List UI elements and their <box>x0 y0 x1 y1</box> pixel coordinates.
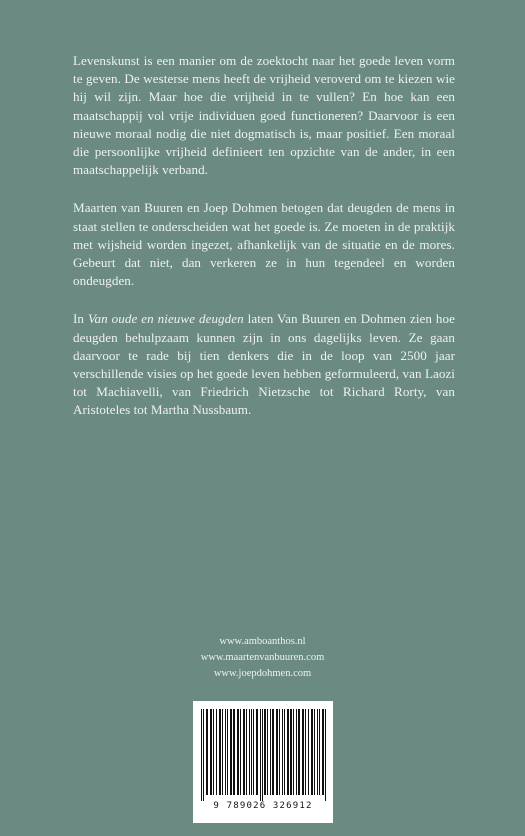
barcode-bar <box>302 709 304 795</box>
barcode-bar <box>206 709 208 795</box>
barcode-bar <box>314 709 315 795</box>
barcode-bar <box>251 709 252 795</box>
barcode-bar <box>270 709 271 795</box>
barcode-bar <box>317 709 318 795</box>
barcode-bar <box>296 709 297 795</box>
barcode-bar <box>230 709 232 795</box>
barcode-bar <box>311 709 313 795</box>
barcode-bar <box>233 709 235 795</box>
barcode-bar <box>322 709 324 795</box>
author1-link[interactable]: www.maartenvanbuuren.com <box>200 652 325 663</box>
barcode-bar <box>227 709 228 795</box>
barcode-bar <box>216 709 217 795</box>
barcode-bar <box>279 709 280 795</box>
barcode-bar <box>222 709 223 795</box>
barcode-bar <box>272 709 274 795</box>
barcode-guard-bar <box>325 709 326 801</box>
barcode-bar <box>308 709 309 795</box>
barcode-bar <box>293 709 294 795</box>
barcode-bar <box>253 709 254 795</box>
barcode-guard-bar <box>203 709 204 801</box>
barcode-bar <box>240 709 241 795</box>
barcode-bar <box>290 709 292 795</box>
barcode-guard-bar <box>201 709 202 801</box>
barcode-bar <box>249 709 250 795</box>
isbn-number: 9 789026 326912 <box>213 801 313 811</box>
barcode-bars <box>199 709 327 801</box>
blurb-paragraph-2: Maarten van Buuren en Joep Dohmen betogen dat deugden de mens in staat stellen te onderscheiden wat het goede is. Ze moeten in de praktijk met wijsheid worden ingezet, afhankelijk van de situatie en de mores. Gebeurt dat niet, dan verkeren ze in hun tegendeel en worden ondeugden. <box>73 200 455 289</box>
barcode-bar <box>256 709 258 795</box>
barcode-guard-bar <box>260 709 261 801</box>
barcode-guard-bar <box>262 709 263 801</box>
isbn-barcode <box>193 701 333 823</box>
blurb-p3-lead: In <box>73 311 88 327</box>
barcode-bar <box>284 709 285 795</box>
blurb-paragraph-3 <box>73 310 455 419</box>
blurb-paragraph-1: Levenskunst is een manier om de zoektocht naar het goede leven vorm te geven. De westerse mens heeft de vrijheid veroverd om te kiezen wie hij wil zijn. Maar hoe die vrijheid in te vullen? En hoe kan een maatschappij vol vrije individuen goed functioneren? Daarvoor is een nieuwe moraal nodig die niet dogmatisch is, maar positief. Een moraal die persoonlijke vrijheid definieert ten opzichte van de ander, in een maatschappelijk verband. <box>73 53 455 178</box>
barcode-bar <box>219 709 221 795</box>
barcode-bar <box>264 709 266 795</box>
publisher-link[interactable]: www.amboanthos.nl <box>219 636 306 647</box>
barcode-bar <box>246 709 247 795</box>
barcode-bar <box>243 709 245 795</box>
website-links <box>0 634 525 682</box>
barcode-bar <box>237 709 239 795</box>
barcode-bar <box>305 709 306 795</box>
barcode-bar <box>287 709 289 795</box>
barcode-bar <box>225 709 226 795</box>
barcode-bar <box>213 709 214 795</box>
author2-link[interactable]: www.joepdohmen.com <box>213 668 312 679</box>
barcode-bar <box>282 709 283 795</box>
back-cover-blurb <box>73 52 455 440</box>
barcode-bar <box>210 709 212 795</box>
barcode-bar <box>298 709 300 795</box>
book-title: Van oude en nieuwe deugden <box>87 311 244 327</box>
barcode-bar <box>276 709 278 795</box>
barcode-bar <box>267 709 268 795</box>
blurb-p3-rest: laten Van Buuren en Dohmen zien hoe deugden behulpzaam kunnen zijn in ons dagelijks leven. Ze gaan daarvoor te rade bij tien denkers die in de loop van 2500 jaar verschillende visies op het goede leven hebben geformuleerd, van Laozi tot Machiavelli, van Friedrich Nietzsche tot Richard Rorty, van Aristoteles tot Martha Nussbaum. <box>73 311 455 418</box>
barcode-bar <box>319 709 320 795</box>
